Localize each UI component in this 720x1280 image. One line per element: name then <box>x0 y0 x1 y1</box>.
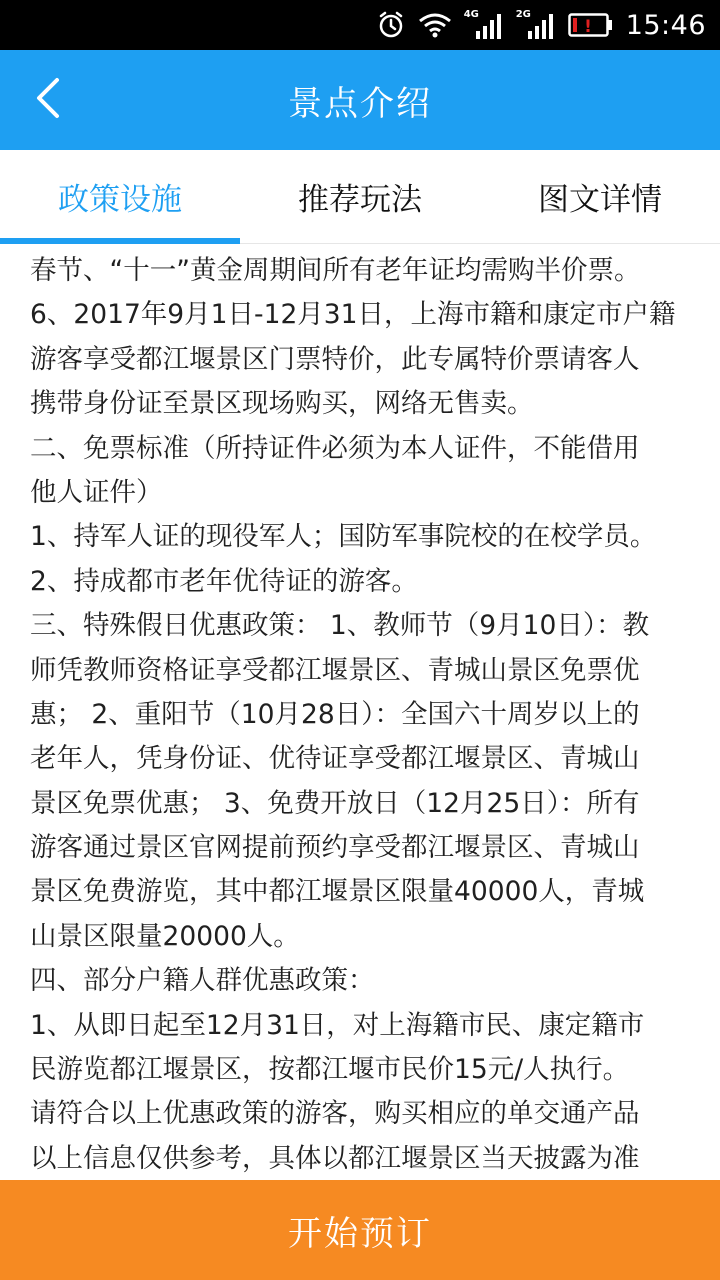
text-line: 三、特殊假日优惠政策： 1、教师节（9月10日）：教 <box>30 610 650 642</box>
svg-text:!: ! <box>583 17 592 37</box>
text-line: 6、2017年9月1日-12月31日，上海市籍和康定市户籍 <box>30 299 676 331</box>
network-2-label: 2G <box>515 9 531 20</box>
app-header <box>0 50 720 150</box>
text-line: 春节、“十一”黄金周期间所有老年证均需购半价票。 <box>30 255 641 286</box>
text-line: 二、免票标准（所持证件必须为本人证件，不能借用 <box>30 432 640 464</box>
tab-recommended-play[interactable]: 推荐玩法 <box>298 182 422 218</box>
text-line: 请符合以上优惠政策的游客，购买相应的单交通产品 <box>30 1098 640 1130</box>
text-line: 游客通过景区官网提前预约享受都江堰景区、青城山 <box>30 832 640 864</box>
page-title: 景点介绍 <box>288 83 432 124</box>
tab-photo-details[interactable]: 图文详情 <box>538 182 662 218</box>
text-line: 师凭教师资格证享受都江堰景区、青城山景区免票优 <box>30 654 640 686</box>
alarm-icon <box>376 10 406 40</box>
text-line: 1、持军人证的现役军人；国防军事院校的在校学员。 <box>30 521 657 553</box>
text-line: 景区免费游览，其中都江堰景区限量40000人，青城 <box>30 876 645 908</box>
start-booking-button[interactable]: 开始预订 <box>0 1180 720 1280</box>
status-time: 15:46 <box>625 9 706 41</box>
text-line: 景区免票优惠； 3、免费开放日（12月25日）：所有 <box>30 787 640 819</box>
signal-4g-icon <box>464 11 504 39</box>
text-line: 携带身份证至景区现场购买，网络无售卖。 <box>30 388 534 420</box>
text-line: 他人证件） <box>30 476 163 508</box>
text-line: 游客享受都江堰景区门票特价，此专属特价票请客人 <box>30 343 640 375</box>
wifi-icon <box>418 12 452 38</box>
text-line: 山景区限量20000人。 <box>30 920 300 952</box>
status-bar <box>0 0 720 50</box>
battery-low-icon <box>568 12 614 38</box>
active-tab-indicator <box>0 238 240 244</box>
tab-policy-facilities[interactable]: 政策设施 <box>58 182 182 218</box>
text-line: 2、持成都市老年优待证的游客。 <box>30 565 418 597</box>
policy-text <box>30 249 700 1180</box>
text-line: 民游览都江堰景区，按都江堰市民价15元/人执行。 <box>30 1054 630 1086</box>
signal-2g-icon <box>516 11 556 39</box>
text-line: 老年人，凭身份证、优待证享受都江堰景区、青城山 <box>30 743 640 775</box>
network-1-label: 4G <box>463 9 479 20</box>
text-line: 以上信息仅供参考，具体以都江堰景区当天披露为准 <box>30 1142 640 1174</box>
tab-bar <box>0 150 720 244</box>
policy-content[interactable] <box>0 245 720 1180</box>
text-line: 1、从即日起至12月31日，对上海籍市民、康定籍市 <box>30 1009 645 1041</box>
text-line: 四、部分户籍人群优惠政策： <box>30 965 375 997</box>
text-line: 惠； 2、重阳节（10月28日）：全国六十周岁以上的 <box>30 698 640 730</box>
